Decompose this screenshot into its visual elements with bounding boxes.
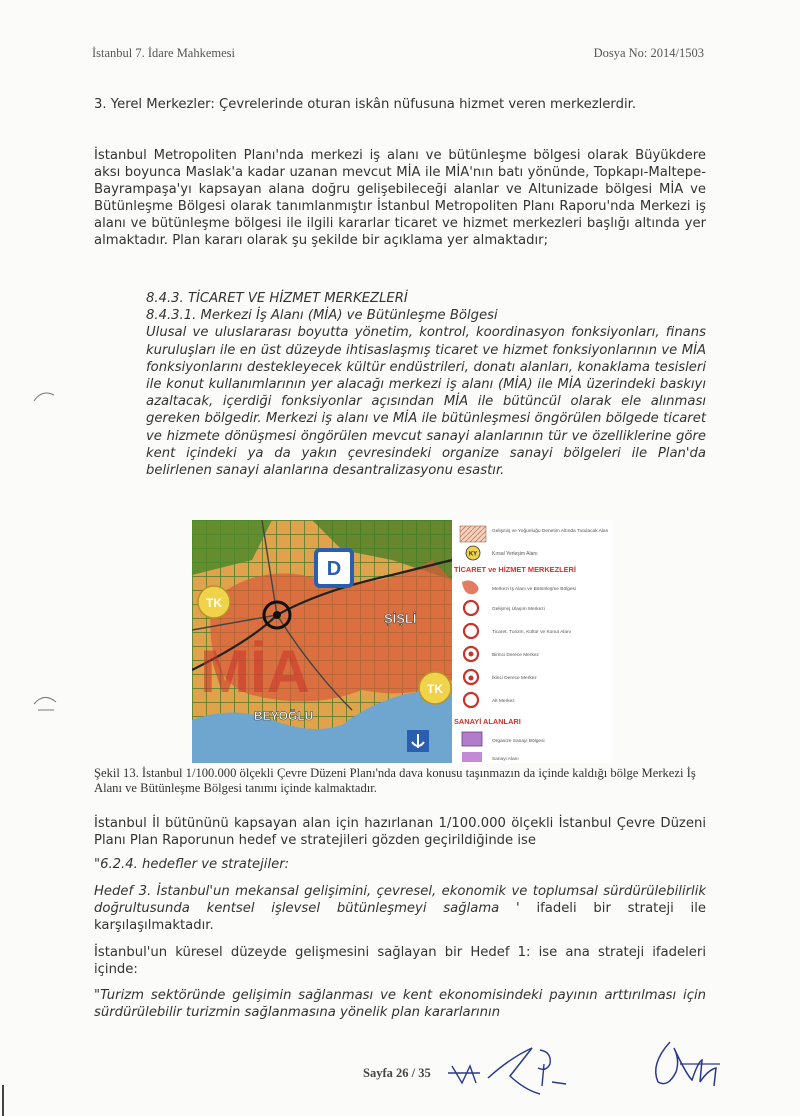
- legend-swatch-osb: [462, 732, 482, 746]
- paragraph-environment-plan: İstanbul İl bütününü kapsayan alan için hazırlanan 1/100.000 ölçekli İstanbul Çevre Düzeni Planı Plan Raporunun hedef ve stratejileri gözden geçirildiğinde ise: [94, 816, 706, 848]
- legend-section-commerce: TİCARET ve HİZMET MERKEZLERİ: [454, 565, 576, 574]
- scan-mark: [30, 385, 60, 405]
- legend-swatch-hatch: [460, 526, 486, 542]
- quote-heading-2: 8.4.3.1. Merkezi İş Alanı (MİA) ve Bütünleşme Bölgesi: [146, 308, 498, 324]
- figure-caption: Şekil 13. İstanbul 1/100.000 ölçekli Çevre Düzeni Planı'nda dava konusu taşınmazın da içinde kaldığı bölge Merkezi İş Alanı ve Bütünleşme Bölgesi tanımı içinde kalmaktadır.: [94, 766, 696, 795]
- plan-map: [192, 520, 612, 763]
- legend-item-tourism: Ticaret, Turizm, Kültür ve Konut Alanı: [492, 630, 572, 635]
- paragraph-goal-3: [94, 883, 706, 934]
- legend-section-industry: SANAYİ ALANLARI: [454, 717, 521, 726]
- plan-quote: [146, 290, 706, 479]
- goal-3-quote: Hedef 3. İstanbul'un mekansal gelişimini, çevresel, ekonomik ve toplumsal sürdürülebilirlik doğrultusunda kentsel işlevsel bütünleşmeyi sağlama ': [94, 884, 706, 916]
- case-number: Dosya No: 2014/1503: [593, 46, 704, 60]
- signature-2: [640, 1034, 730, 1094]
- paragraph-goal-1: İstanbul'un küresel düzeyde gelişmesini sağlayan bir Hedef 1: ise ana strateji ifadeleri içinde:: [94, 945, 706, 977]
- quote-text: Ulusal ve uluslararası boyutta yönetim, kontrol, koordinasyon fonksiyonları, finans kuruluşları ile en üst düzeyde ihtisaslaşmış ticaret ve hizmet fonksiyonlarının ve MİA fonksiyonlarını destekleyecek kültür endüstrileri, donatı alanları, konaklama tesisleri ile konut kullanımlarının yer alacağı merkezi iş alanı (MİA) ile MİA üzerindeki baskıyı azaltacak, içerdiği fonksiyonlar açısından MİA ile bütüncül olarak ele alınması gereken bölgedir. Merkezi iş alanı ve MİA ile bütünleşmesi öngörülen bölgede ticaret ve hizmete dönüşmesi öngörülen mevcut sanayi alanlarının tür ve özelliklerine göre kent içindeki ya da yakın çevresindeki organize sanayi bölgeleri ile Plan'da belirlenen sanayi alanlarına desantralizasyonu esastır.: [146, 325, 706, 479]
- legend-item-osb: Organize Sanayi Bölgesi: [492, 739, 545, 744]
- legend-swatch-industry: [462, 752, 482, 762]
- legend-item-2: Kırsal Yerleşim Alanı: [492, 551, 538, 557]
- legend-item-industry: Sanayi Alanı: [492, 757, 519, 762]
- paragraph-metropolitan-plan: İstanbul Metropoliten Planı'nda merkezi iş alanı ve bütünleşme bölgesi olarak Büyükdere aksı boyunca Maslak'a kadar uzanan mevcut MİA ile MİA'nın batı yönünde, Topkapı-Maltepe-Bayrampaşa'yı kapsayan alana doğru gelişebileceği alanlar ve Altunizade bölgesi MİA ve Bütünleşme Bölgesi olarak tanımlanmıştır İstanbul Metropoliten Planı Raporu'nda Merkezi iş alanı ve bütünleşme bölgesi ile ilgili kararlar ticaret ve hizmet merkezleri başlığı altında yer almaktadır. Plan kararı olarak şu şekilde bir açıklama yer almaktadır;: [94, 148, 706, 248]
- tk-marker-label: TK: [206, 596, 222, 610]
- plan-map-figure: [192, 520, 612, 763]
- ky-badge-label: KY: [468, 551, 478, 558]
- legend-item-mia: Merkezi İş Alanı ve Bütünleşme Bölgesi: [492, 587, 576, 592]
- legend-item-transport: Gelişmiş Ulaşım Merkezi: [492, 607, 545, 612]
- goal-3-rest: ifadeli bir strateji ile karşılaşılmaktadır.: [94, 901, 706, 933]
- sisli-label: ŞİŞLİ: [384, 611, 417, 626]
- junction-dot: [273, 611, 281, 619]
- tourism-quote: "Turizm sektöründe gelişimin sağlanması ve kent ekonomisindeki payının arttırılması için sürdürülebilir turizmin sağlanmasına yönelik plan kararlarının: [94, 988, 706, 1020]
- goals-heading: "6.2.4. hedefler ve stratejiler:: [94, 857, 290, 872]
- quote-heading-1: 8.4.3. TİCARET VE HİZMET MERKEZLERİ: [146, 291, 408, 306]
- legend-item-sub-center: Alt Merkez: [492, 699, 515, 704]
- page-number: Sayfa 26 / 35: [363, 1066, 431, 1080]
- paragraph-local-centers: 3. Yerel Merkezler: Çevrelerinde oturan iskân nüfusuna hizmet veren merkezlerdir.: [94, 97, 637, 112]
- d-marker-label: D: [326, 558, 342, 580]
- legend-item-1: Gelişmiş ve Yoğunluğu Denetim Altında Tutulacak Alan: [492, 529, 609, 534]
- mia-label: MİA: [200, 638, 310, 705]
- tk-marker-label: TK: [427, 682, 443, 696]
- signature-1: [440, 1038, 590, 1098]
- scan-edge: [2, 1085, 4, 1116]
- court-name: İstanbul 7. İdare Mahkemesi: [92, 46, 236, 60]
- scan-mark: [30, 690, 60, 714]
- legend-item-first-center: Birinci Derece Merkez: [492, 653, 539, 658]
- beyoglu-label: BEYOĞLU: [254, 709, 314, 723]
- legend-item-second-center: İkinci Derece Merkez: [492, 676, 537, 681]
